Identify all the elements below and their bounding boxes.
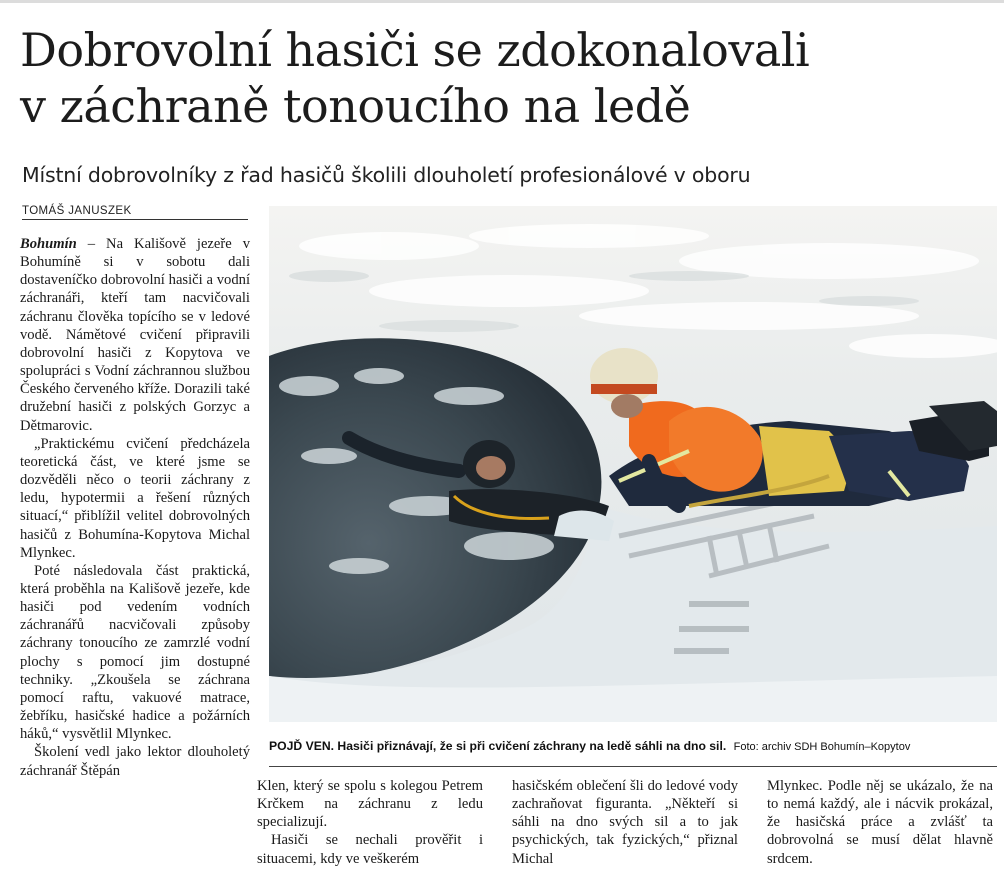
article-column-4	[767, 777, 993, 868]
paragraph-4: Školení vedl jako lektor dlouholetý záchranář Štěpán	[20, 744, 250, 779]
col2-paragraph-1: Klen, který se spolu s kolegou Petrem Krčkem na záchranu z ledu specializují.	[257, 778, 483, 831]
article-column-2	[257, 777, 483, 868]
col3-paragraph-1: hasičském oblečení šli do ledové vody zachraňovat figuranta. „Někteří si sáhli na dno svých sil a to jak psychických, tak fyzických,“ přiznal Michal	[512, 778, 738, 867]
dateline: Bohumín	[20, 236, 77, 252]
caption-divider	[269, 766, 997, 767]
col2-paragraph-2: Hasiči se nechali prověřit i situacemi, kdy ve veškerém	[257, 832, 483, 867]
headline-line-1: Dobrovolní hasiči se zdokonalovali	[20, 23, 810, 77]
paragraph-1-text: – Na Kališově jezeře v Bohumíně si v sobotu dali dostaveníčko dobrovolní hasiči a vodní záchranáři, kteří tam nacvičovali záchranu člověka topícího se v ledové vodě. Námětové cvičení připravili dobrovolní hasiči z Kopytova ve spolupráci s Vodní záchrannou službou Českého červeného kříže. Dorazili také družební hasiči z polských Gorzyc a Dětmarovic.	[20, 236, 250, 434]
photo-caption	[269, 739, 999, 755]
paragraph-3: Poté následovala část praktická, která proběhla na Kališově jezeře, kde hasiči pod vedením vodních záchranářů nacvičovali způsoby záchrany tonoucího ze zamrzlé vodní plochy s pomocí jim dostupné techniky. „Zkoušela se záchrana pomocí raftu, vakuové matrace, žebříku, hasičské hadice a požárních háků,“ vysvětlil Mlynkec.	[20, 562, 250, 743]
article-column-3	[512, 777, 738, 868]
subtitle: Místní dobrovolníky z řad hasičů školili dlouholetí profesionálové v oboru	[22, 163, 751, 187]
headline	[20, 22, 990, 134]
top-border	[0, 0, 1004, 3]
headline-line-2: v záchraně tonoucího na ledě	[20, 79, 691, 133]
paragraph-1	[20, 235, 250, 435]
article-column-1	[20, 235, 250, 780]
firefighters-ice-rescue-photo	[269, 206, 997, 722]
article-photo	[269, 206, 997, 722]
caption-lead: POJĎ VEN.	[269, 739, 335, 753]
photo-credit: Foto: archiv SDH Bohumín–Kopytov	[733, 741, 911, 753]
author-byline: TOMÁŠ JANUSZEK	[22, 205, 248, 220]
paragraph-2: „Praktickému cvičení předcházela teoretická část, ve které jsme se dozvěděli něco o teorii záchrany z ledu, hypotermii a řešení různých situací,“ přiblížil velitel dobrovolných hasičů z Bohumína-Kopytova Michal Mlynkec.	[20, 435, 250, 561]
caption-text: Hasiči přiznávají, že si při cvičení záchrany na ledě sáhli na dno sil.	[337, 739, 727, 753]
col4-paragraph-1: Mlynkec. Podle něj se ukázalo, že na to nemá každý, ale i nácvik prokázal, že hasičská práce a zvlášť ta dobrovolná se musí dělat hlavně srdcem.	[767, 778, 993, 867]
